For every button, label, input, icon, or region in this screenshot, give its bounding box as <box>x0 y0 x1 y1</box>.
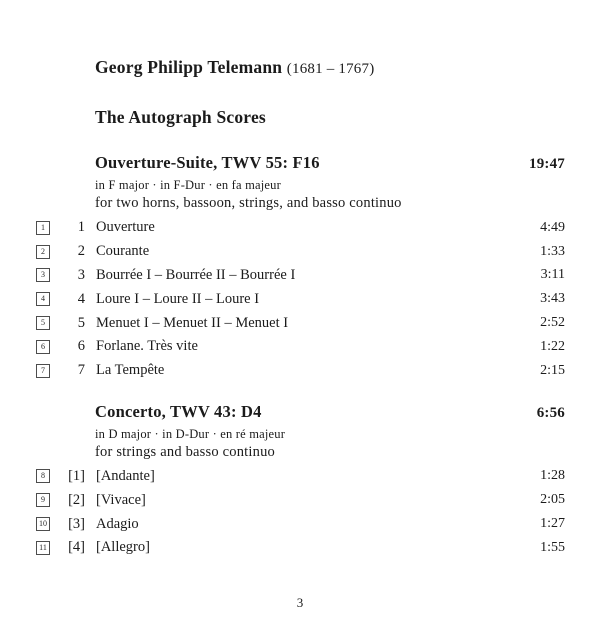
track-box-icon: 9 <box>36 493 50 507</box>
track-number: 2 <box>77 243 85 260</box>
track-box-icon: 11 <box>36 541 50 555</box>
work-key-line: in F major · in F-Dur · en fa majeur <box>95 178 281 192</box>
track-title: Adagio <box>96 515 139 532</box>
work-section <box>0 152 600 383</box>
track-row <box>0 287 600 311</box>
track-time: 2:05 <box>540 492 565 508</box>
track-number: 3 <box>77 266 85 283</box>
page-number: 3 <box>296 595 304 610</box>
track-row <box>0 240 600 264</box>
track-title: La Tempête <box>96 362 165 379</box>
track-list <box>0 216 600 383</box>
track-time: 1:28 <box>540 468 565 484</box>
track-box-icon: 4 <box>36 292 50 306</box>
track-box-icon: 1 <box>36 221 50 235</box>
track-number: 5 <box>77 314 85 331</box>
work-heading <box>0 152 600 175</box>
track-time: 1:27 <box>540 516 565 532</box>
track-number: 6 <box>77 338 85 355</box>
track-time: 3:43 <box>540 291 565 307</box>
track-box-icon: 6 <box>36 340 50 354</box>
track-box-icon: 5 <box>36 316 50 330</box>
track-row <box>0 465 600 489</box>
track-number: 4 <box>77 290 85 307</box>
work-scoring-line: for two horns, bassoon, strings, and basso continuo <box>95 195 402 211</box>
track-title: Loure I – Loure II – Loure I <box>96 290 260 307</box>
track-title: [Allegro] <box>96 539 150 556</box>
track-number: [4] <box>68 539 85 556</box>
composer-line <box>0 56 600 81</box>
track-title: [Andante] <box>96 467 155 484</box>
track-number: [3] <box>68 515 85 532</box>
track-box-icon: 10 <box>36 517 50 531</box>
track-row <box>0 488 600 512</box>
track-number: 1 <box>77 219 85 236</box>
track-box-icon: 3 <box>36 268 50 282</box>
track-number: [1] <box>68 467 85 484</box>
track-title: Menuet I – Menuet II – Menuet I <box>96 314 289 331</box>
track-title: Forlane. Très vite <box>96 338 198 355</box>
track-row <box>0 311 600 335</box>
track-title: Ouverture <box>96 219 155 236</box>
work-total-time: 6:56 <box>536 404 565 421</box>
track-time: 1:22 <box>540 338 565 354</box>
track-time: 1:33 <box>540 243 565 259</box>
track-title: Courante <box>96 243 150 260</box>
track-row <box>0 512 600 536</box>
album-title: The Autograph Scores <box>95 107 266 127</box>
track-time: 3:11 <box>540 267 565 283</box>
track-time: 1:55 <box>540 539 565 555</box>
track-number: [2] <box>68 491 85 508</box>
page-header <box>0 0 600 129</box>
work-scoring-line: for strings and basso continuo <box>95 443 275 460</box>
track-list <box>0 465 600 560</box>
work-key-line: in D major · in D-Dur · en ré majeur <box>95 426 286 441</box>
composer-name: Georg Philipp Telemann <box>95 57 283 77</box>
track-box-icon: 7 <box>36 364 50 378</box>
track-row <box>0 536 600 560</box>
sections <box>0 152 600 560</box>
work-total-time: 19:47 <box>529 156 565 172</box>
track-time: 2:52 <box>540 315 565 331</box>
track-time: 2:15 <box>540 362 565 378</box>
work-section <box>0 401 600 560</box>
composer-dates: (1681 – 1767) <box>286 61 375 77</box>
track-time: 4:49 <box>540 219 565 235</box>
work-heading <box>0 401 600 424</box>
track-box-icon: 2 <box>36 245 50 259</box>
work-title: Ouverture-Suite, TWV 55: F16 <box>95 153 320 172</box>
track-number: 7 <box>77 362 85 379</box>
track-row <box>0 216 600 240</box>
track-row <box>0 359 600 383</box>
track-box-icon: 8 <box>36 469 50 483</box>
track-row <box>0 335 600 359</box>
work-title: Concerto, TWV 43: D4 <box>95 401 262 421</box>
track-row <box>0 264 600 288</box>
track-title: [Vivace] <box>96 491 146 508</box>
track-title: Bourrée I – Bourrée II – Bourrée I <box>96 266 296 283</box>
